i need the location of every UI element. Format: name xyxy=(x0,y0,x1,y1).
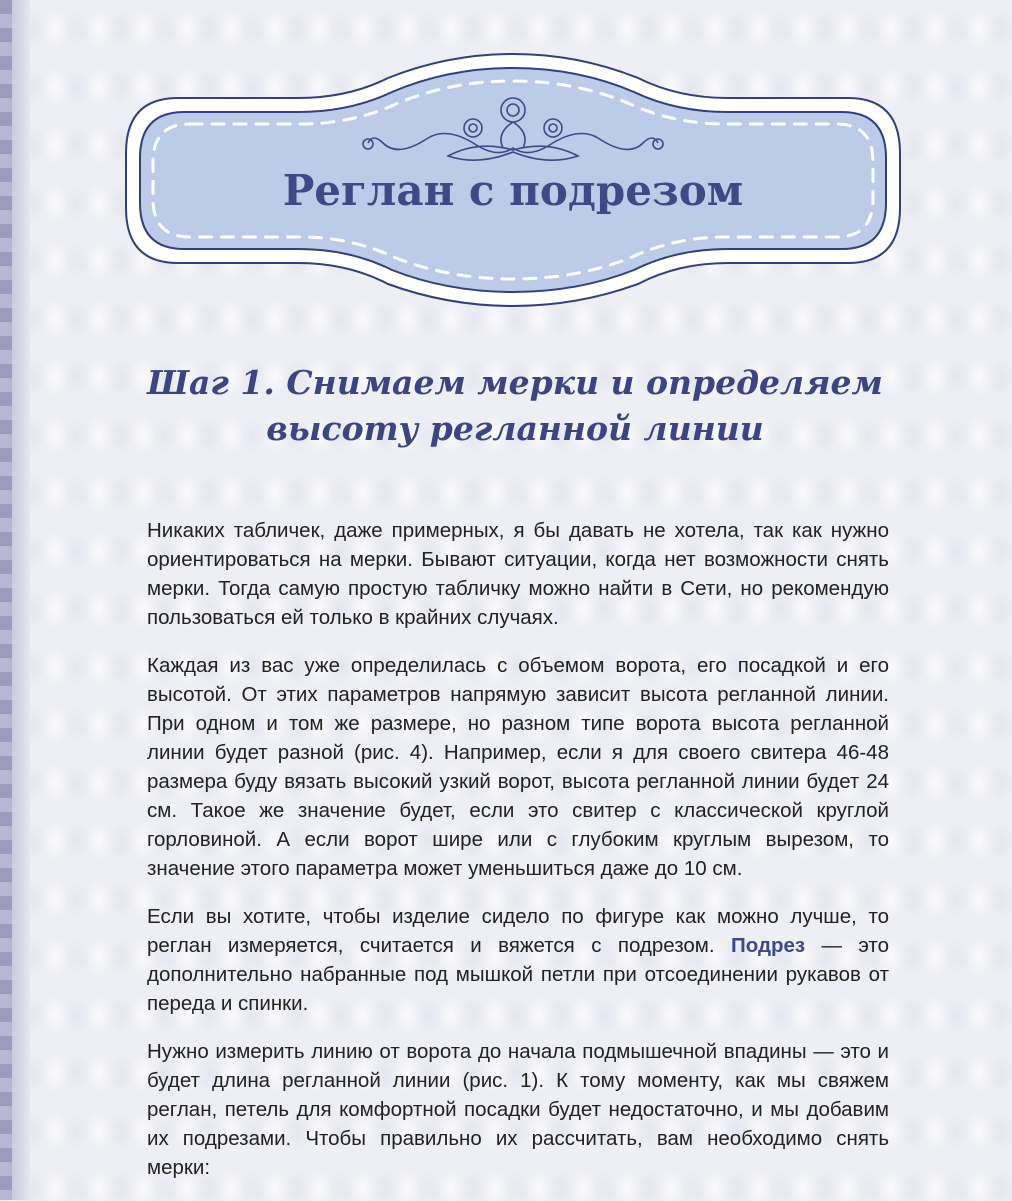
step-heading-line1: Шаг 1. Снимаем мерки и определяем xyxy=(147,363,883,402)
paragraph-text: — это дополнительно набранные под мышкой петли при отсоединении рукавов от переда и спинки. xyxy=(147,934,889,1015)
page-title: Реглан с подрезом xyxy=(282,166,744,215)
step-heading-line2: высоту регланной линии xyxy=(266,409,764,448)
paragraph: Нужно измерить линию от ворота до начала подмышечной впадины — это и будет длина регланной линии (рис. 1). К тому моменту, как мы свяжем реглан, петель для комфортной посадки будет недостаточно, и мы добавим их подрезами. Чтобы правильно их рассчитать, вам необходимо снять мерки: xyxy=(147,1040,889,1179)
knit-edge-stripe xyxy=(0,0,12,1200)
paragraph xyxy=(147,902,889,1018)
paragraph: Каждая из вас уже определилась с объемом ворота, его посадкой и его высотой. От этих параметров напрямую зависит высота регланной линии. При одном и том же размере, но разном типе ворота высота регланной линии будет разной (рис. 4). Например, если я для своего свитера 46-48 размера буду вязать высокий узкий ворот, высота регланной линии будет 24 см. Такое же значение будет, если это свитер с классической круглой горловиной. А если ворот шире или с глубоким круглым вырезом, то значение этого параметра может уменьшиться даже до 10 см. xyxy=(147,654,889,880)
paragraph: Никаких табличек, даже примерных, я бы давать не хотела, так как нужно ориентироваться на мерки. Бывают ситуации, когда нет возможности снять мерки. Тогда самую простую табличку можно найти в Сети, но рекомендую пользоваться ей только в крайних случаях. xyxy=(147,519,889,629)
paragraph-text: Если вы хотите, чтобы изделие сидело по фигуре как можно лучше, то реглан измеряется, считается и вяжется с подрезом. xyxy=(147,905,889,957)
step-heading xyxy=(100,360,930,452)
highlighted-term: Подрез xyxy=(730,934,806,957)
body-text xyxy=(147,516,889,1201)
